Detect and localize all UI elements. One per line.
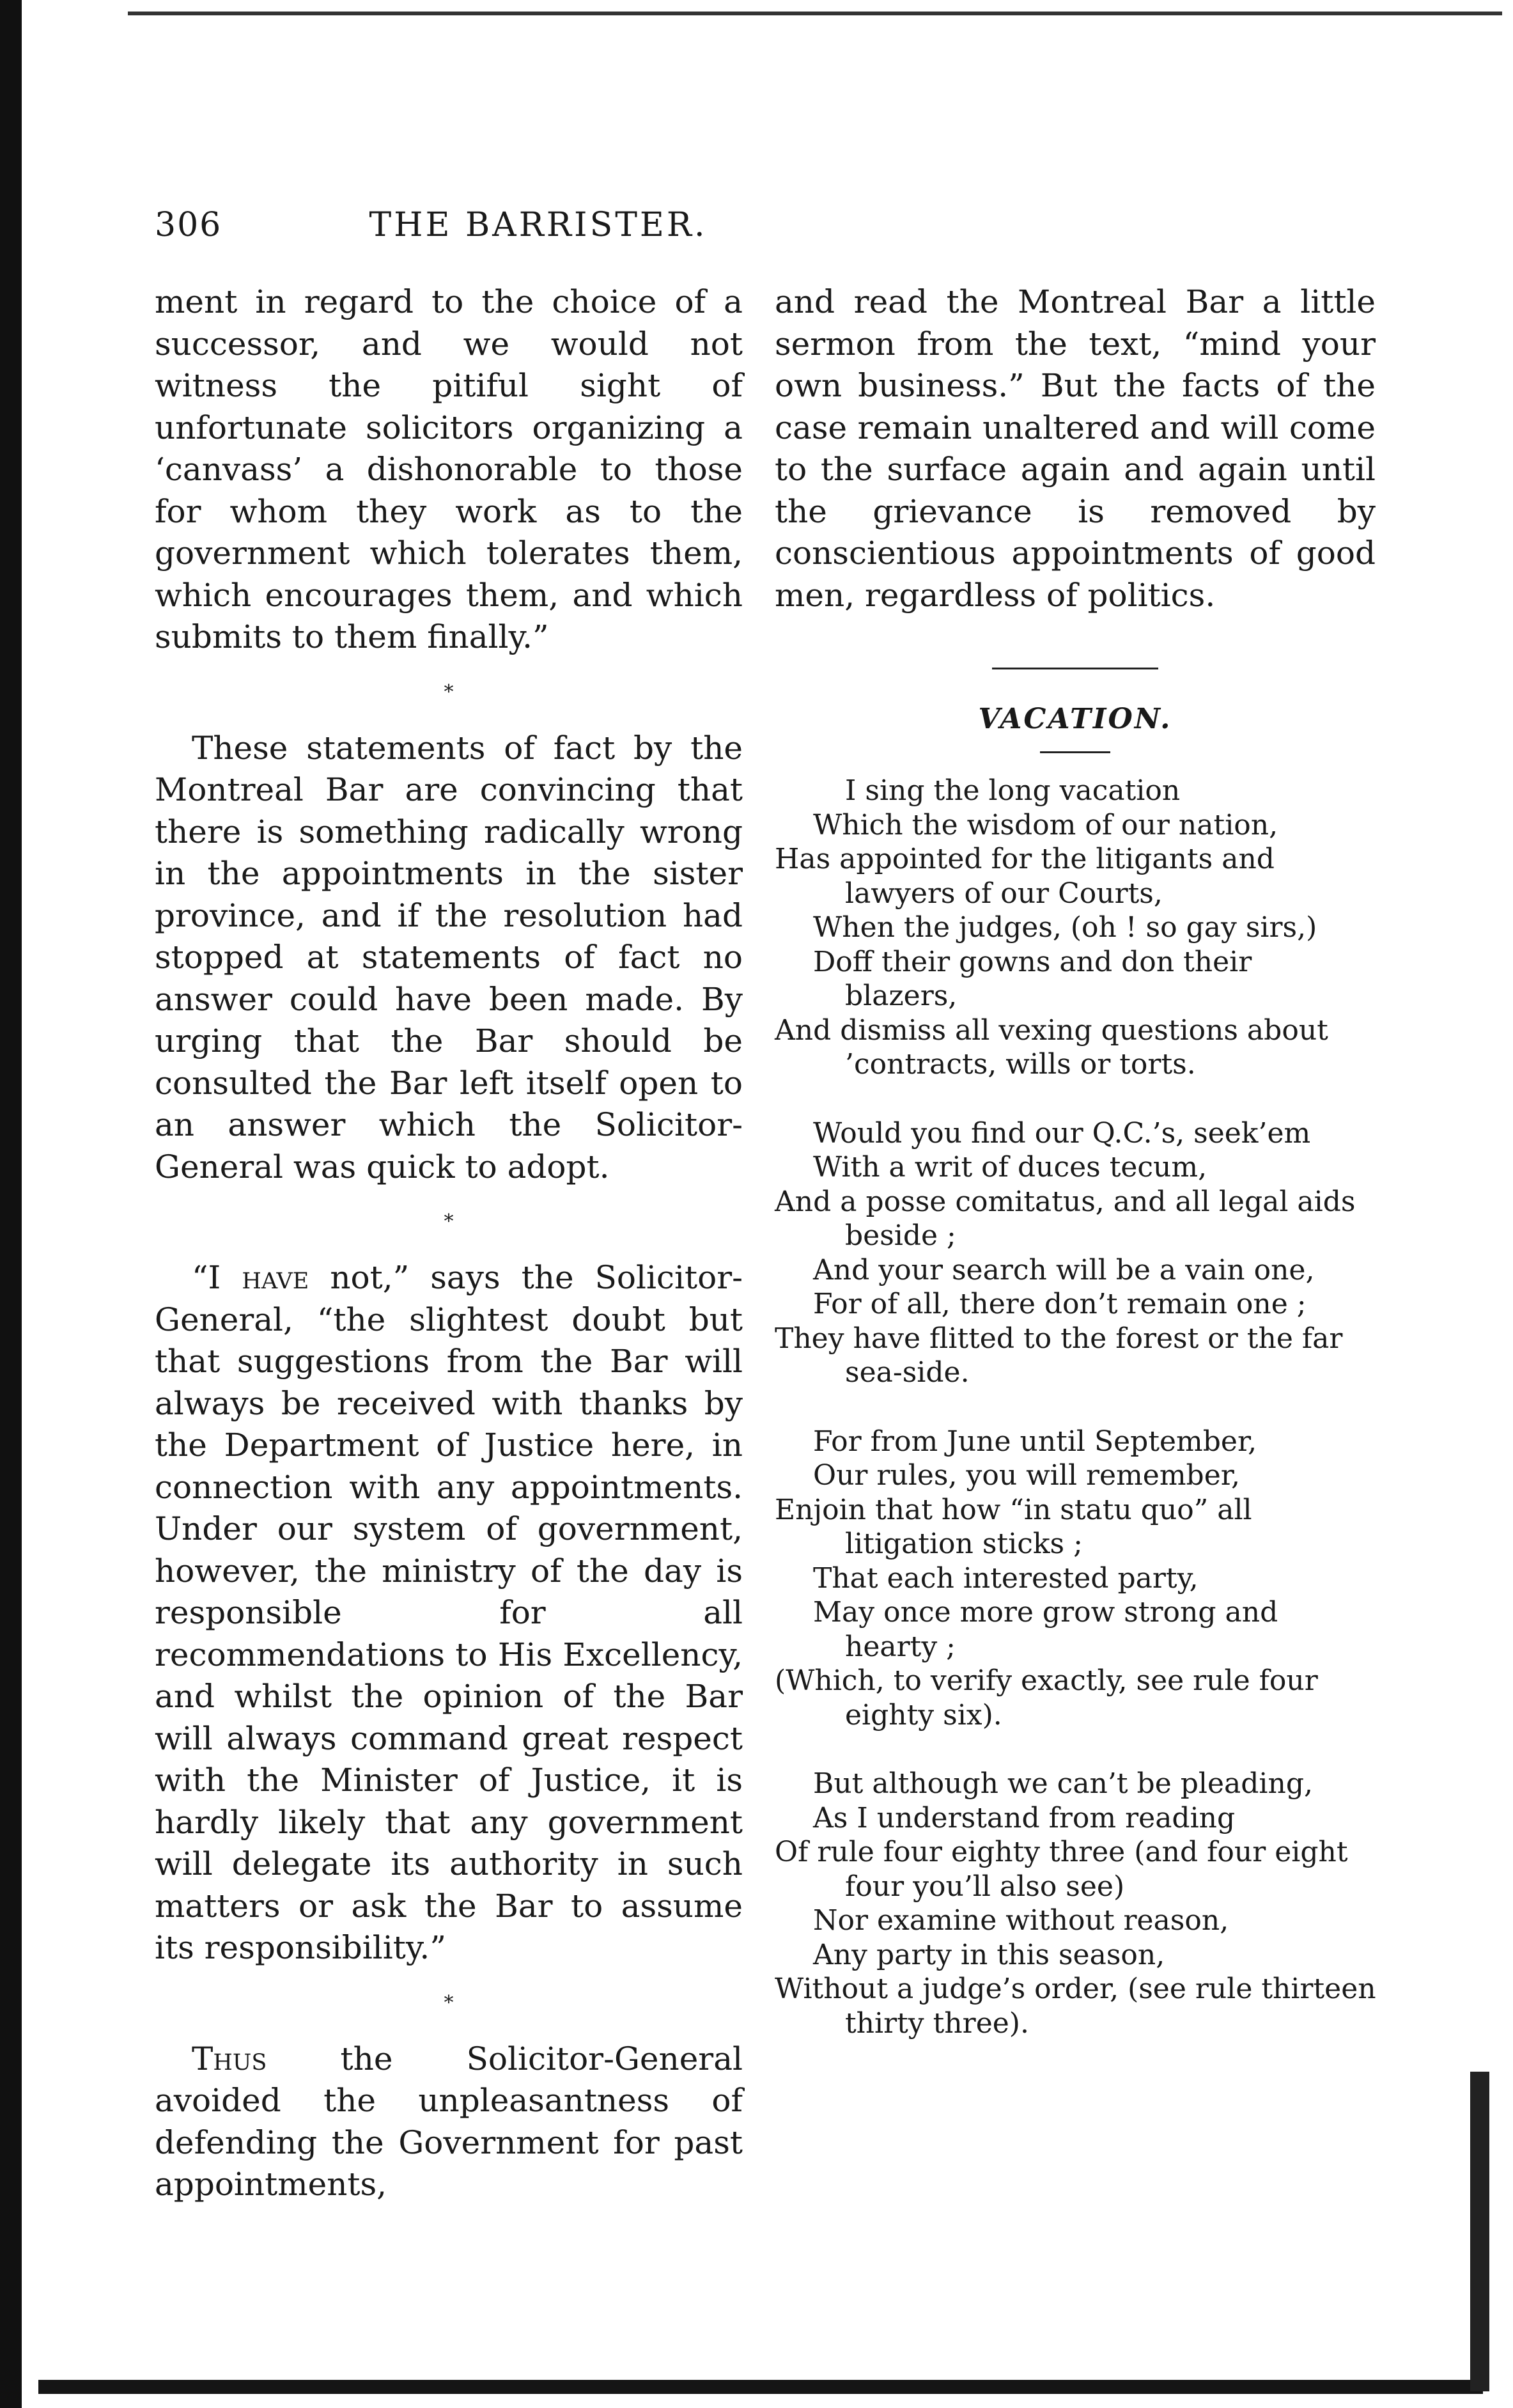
poem-stanza-4 bbox=[775, 1767, 1376, 2040]
poem-line: Our rules, you will remember, bbox=[813, 1459, 1240, 1492]
poem-line: blazers, bbox=[845, 980, 958, 1012]
poem bbox=[775, 774, 1376, 2040]
poem-line: Any party in this season, bbox=[813, 1938, 1165, 1971]
running-title: THE BARRISTER. bbox=[369, 206, 708, 244]
section-rule bbox=[992, 668, 1158, 669]
poem-line: Has appointed for the litigants and bbox=[775, 843, 1275, 875]
poem-line: lawyers of our Courts, bbox=[845, 877, 1163, 910]
poem-line: Would you find our Q.C.’s, seek’em bbox=[813, 1116, 1311, 1150]
paragraph-thus bbox=[155, 2038, 743, 2206]
page-header bbox=[155, 206, 1363, 263]
scan-border-bottom bbox=[38, 2380, 1483, 2394]
poem-stanza-2 bbox=[775, 1116, 1376, 1390]
poem-line: Doff their gowns and don their bbox=[813, 945, 1252, 978]
poem-line: And dismiss all vexing questions about bbox=[775, 1013, 1328, 1047]
paragraph-continued: ment in regard to the choice of a successor, and we would not witness the pitiful sight of unfortunate solicitors organizing a ‘canvass’ a dishonorable to those for whom they work as to the government which tolerates them, which encourages them, and which submits to them finally.” bbox=[155, 283, 743, 655]
separator-star-1: * bbox=[444, 680, 454, 703]
poem-line: May once more grow strong and bbox=[813, 1596, 1278, 1629]
paragraph-body: not,” says the Solicitor-General, “the slightest doubt but that suggestions from the Bar will always be received with thanks by the Department of Justice here, in connection with any appointments. Under our system of government, however, the ministry of the day is responsible for all recommendations to His Excellency, and whilst the opinion of the Bar will always command great respect with the Minister of Justice, it is hardly likely that any government will delegate its authority in such matters or ask the Bar to assume its responsibility.” bbox=[155, 1259, 743, 1966]
scan-border-right bbox=[1470, 2072, 1489, 2391]
separator-star-3: * bbox=[444, 1991, 454, 2014]
poem-line: eighty six). bbox=[845, 1698, 1002, 1732]
poem-line: And your search will be a vain one, bbox=[813, 1253, 1315, 1286]
poem-line: Enjoin that how “in statu quo” all bbox=[775, 1493, 1252, 1526]
poem-line: thirty three). bbox=[845, 2006, 1029, 2040]
poem-line: They have flitted to the forest or the far bbox=[775, 1322, 1343, 1355]
poem-line: Nor examine without reason, bbox=[813, 1904, 1229, 1937]
separator-star-2: * bbox=[444, 1210, 454, 1233]
poem-stanza-1 bbox=[775, 774, 1376, 1082]
left-column bbox=[155, 281, 743, 2206]
poem-line: ’contracts, wills or torts. bbox=[845, 1048, 1196, 1081]
poem-line: (Which, to verify exactly, see rule four bbox=[775, 1664, 1318, 1697]
title-rule bbox=[1040, 751, 1110, 753]
scan-border-left bbox=[0, 0, 22, 2408]
poem-line: And a posse comitatus, and all legal aids bbox=[775, 1185, 1356, 1218]
poem-line: As I understand from reading bbox=[813, 1801, 1236, 1834]
poem-line: Without a judge’s order, (see rule thirteen bbox=[775, 1973, 1376, 2005]
poem-line: Of rule four eighty three (and four eight bbox=[775, 1836, 1348, 1868]
poem-line: With a writ of duces tecum, bbox=[813, 1151, 1207, 1184]
poem-line: sea-side. bbox=[845, 1356, 970, 1389]
poem-line: When the judges, (oh ! so gay sirs,) bbox=[813, 911, 1317, 944]
poem-title: VACATION. bbox=[978, 703, 1172, 735]
right-column bbox=[775, 281, 1376, 2075]
poem-line: But although we can’t be pleading, bbox=[813, 1767, 1313, 1800]
poem-line: That each interested party, bbox=[813, 1561, 1199, 1595]
paragraph-statements: These statements of fact by the Montreal Bar are convincing that there is something radically wrong in the appointments in the sister province, and if the resolution had stopped at statements of fact no answer could have been made. By urging that the Bar should be consulted the Bar left itself open to an answer which the Solicitor-General was quick to adopt. bbox=[155, 729, 743, 1185]
page-number: 306 bbox=[155, 206, 222, 244]
poem-line: I sing the long vacation bbox=[845, 774, 1181, 807]
paragraph-continuation: and read the Montreal Bar a little sermon from the text, “mind your own business.” But the facts of the case remain unaltered and will come to the surface again and again until the grievance is removed by conscientious appointments of good men, regardless of politics. bbox=[775, 283, 1376, 614]
scan-border-top bbox=[128, 12, 1502, 15]
poem-stanza-3 bbox=[775, 1425, 1376, 1733]
poem-line: For from June until September, bbox=[813, 1425, 1257, 1458]
poem-line: For of all, there don’t remain one ; bbox=[813, 1288, 1307, 1320]
lead-words: “I have bbox=[192, 1259, 309, 1296]
poem-line: beside ; bbox=[845, 1219, 956, 1252]
paragraph-solicitor-quote bbox=[155, 1257, 743, 1969]
poem-line: four you’ll also see) bbox=[845, 1870, 1125, 1903]
paragraph-body: the Solicitor-General avoided the unpleasantness of defending the Government for past appointments, bbox=[155, 2040, 743, 2203]
poem-line: Which the wisdom of our nation, bbox=[813, 808, 1278, 841]
poem-line: hearty ; bbox=[845, 1630, 956, 1663]
poem-line: litigation sticks ; bbox=[845, 1528, 1083, 1560]
lead-words: Thus bbox=[192, 2040, 267, 2077]
